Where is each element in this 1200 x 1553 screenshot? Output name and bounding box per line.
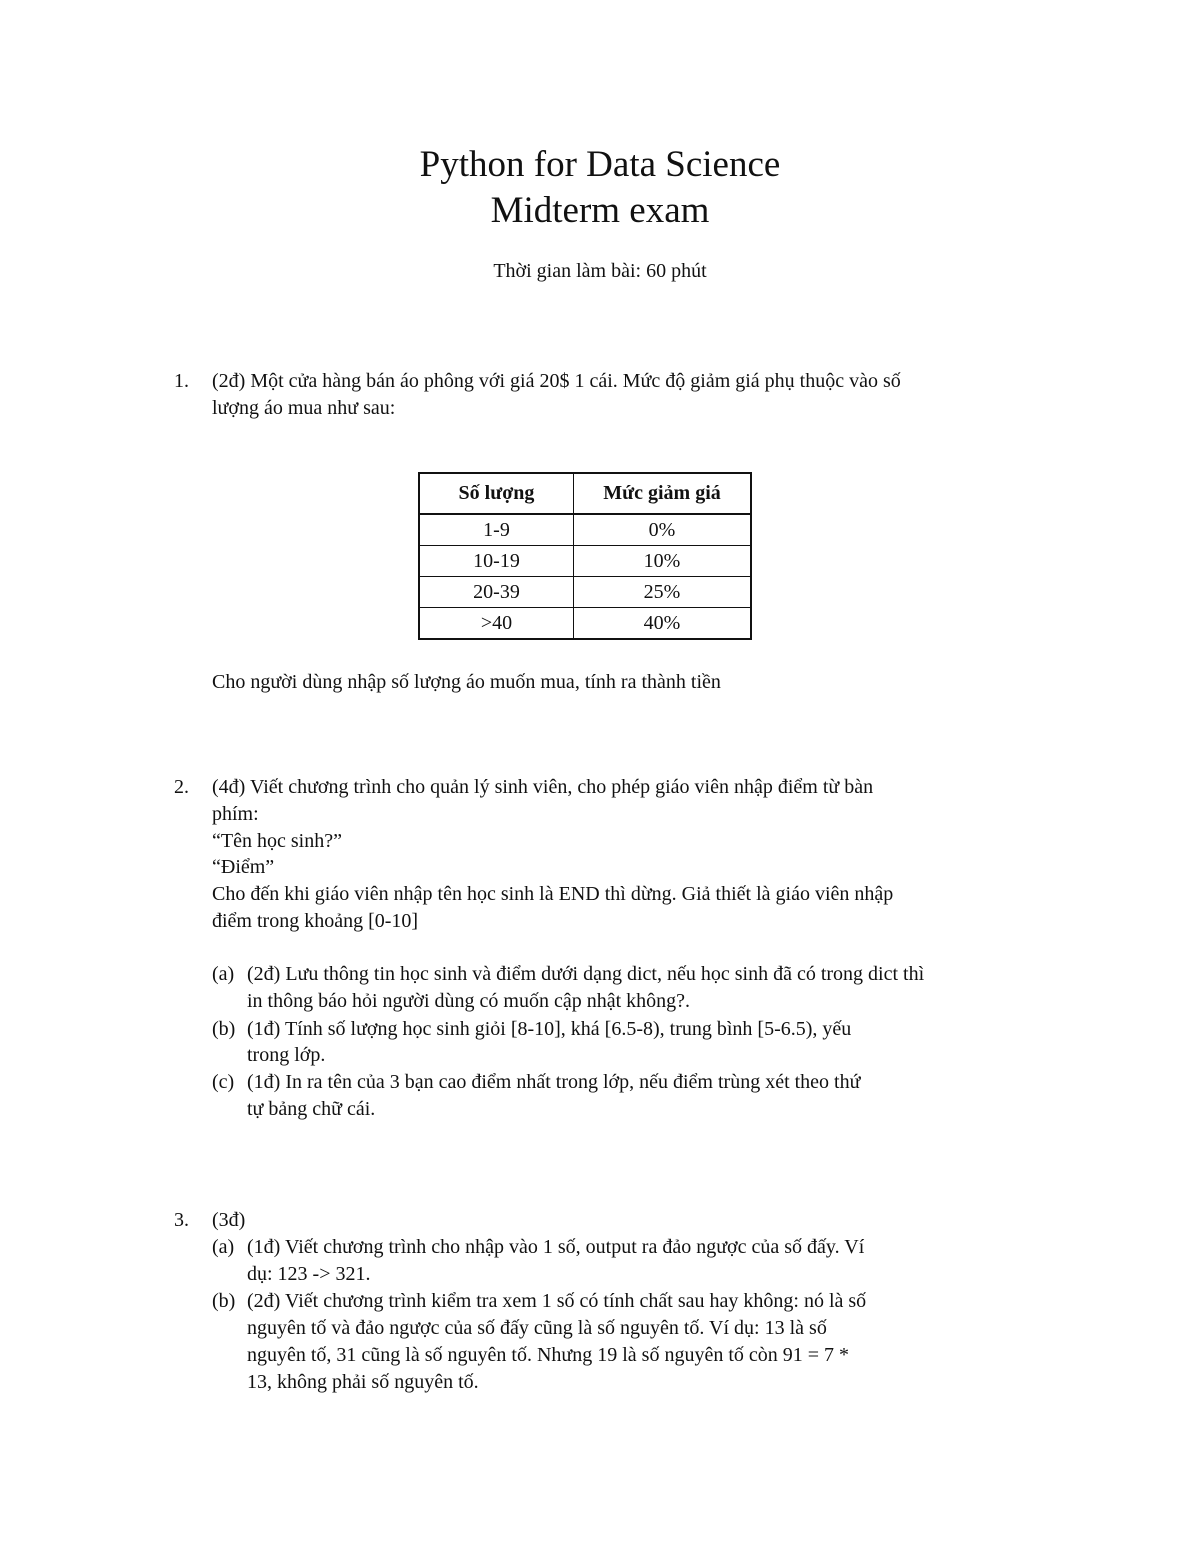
cell-discount: 40% <box>574 608 752 640</box>
q2-line: phím: <box>212 803 259 825</box>
table-row <box>419 546 751 577</box>
q2-line: điểm trong khoảng [0-10] <box>212 910 419 932</box>
q1-number: 1. <box>174 370 189 392</box>
course-title: Python for Data Science <box>419 144 781 185</box>
time-limit: Thời gian làm bài: 60 phút <box>493 260 707 282</box>
q2b-line: (1đ) Tính số lượng học sinh giỏi [8-10], khá [6.5-8), trung bình [5-6.5), yếu <box>247 1018 852 1040</box>
q2a-line: in thông báo hỏi người dùng có muốn cập nhật không?. <box>247 990 691 1012</box>
q3b-line: nguyên tố và đảo ngược của số đấy cũng là số nguyên tố. Ví dụ: 13 là số <box>247 1317 827 1339</box>
q1-line: (2đ) Một cửa hàng bán áo phông với giá 20$ 1 cái. Mức độ giảm giá phụ thuộc vào số <box>212 370 901 392</box>
discount-table <box>418 472 752 640</box>
cell-discount: 25% <box>574 577 752 608</box>
exam-title: Midterm exam <box>490 190 710 231</box>
q2-line: Cho đến khi giáo viên nhập tên học sinh là END thì dừng. Giả thiết là giáo viên nhập <box>212 883 894 905</box>
q2c-line: tự bảng chữ cái. <box>247 1098 376 1120</box>
cell-discount: 0% <box>574 514 752 546</box>
q3b-label: (b) <box>212 1290 236 1312</box>
q1-line: lượng áo mua như sau: <box>212 397 396 419</box>
q3-number: 3. <box>174 1209 189 1231</box>
q1-instruction: Cho người dùng nhập số lượng áo muốn mua, tính ra thành tiền <box>212 671 721 693</box>
q2-prompt-score: “Điểm” <box>212 856 275 878</box>
q3b-line: 13, không phải số nguyên tố. <box>247 1371 479 1393</box>
table-row <box>419 608 751 640</box>
q2-prompt-name: “Tên học sinh?” <box>212 830 342 852</box>
q3b-line: nguyên tố, 31 cũng là số nguyên tố. Nhưng 19 là số nguyên tố còn 91 = 7 * <box>247 1344 850 1366</box>
q3b-line: (2đ) Viết chương trình kiểm tra xem 1 số có tính chất sau hay không: nó là số <box>247 1290 867 1312</box>
table-header-row <box>419 473 751 514</box>
q2b-line: trong lớp. <box>247 1044 326 1066</box>
table-row <box>419 577 751 608</box>
q2c-line: (1đ) In ra tên của 3 bạn cao điểm nhất trong lớp, nếu điểm trùng xét theo thứ <box>247 1071 861 1093</box>
q2a-label: (a) <box>212 963 235 985</box>
cell-quantity: >40 <box>419 608 574 640</box>
header-discount: Mức giảm giá <box>574 473 752 514</box>
cell-quantity: 1-9 <box>419 514 574 546</box>
q2b-label: (b) <box>212 1018 236 1040</box>
q3a-line: (1đ) Viết chương trình cho nhập vào 1 số, output ra đảo ngược của số đấy. Ví <box>247 1236 865 1258</box>
q2-line: (4đ) Viết chương trình cho quản lý sinh viên, cho phép giáo viên nhập điểm từ bàn <box>212 776 874 798</box>
cell-discount: 10% <box>574 546 752 577</box>
table-row <box>419 514 751 546</box>
q3a-line: dụ: 123 -> 321. <box>247 1263 371 1285</box>
q2c-label: (c) <box>212 1071 235 1093</box>
cell-quantity: 20-39 <box>419 577 574 608</box>
q2-number: 2. <box>174 776 189 798</box>
header-quantity: Số lượng <box>419 473 574 514</box>
cell-quantity: 10-19 <box>419 546 574 577</box>
q2a-line: (2đ) Lưu thông tin học sinh và điểm dưới dạng dict, nếu học sinh đã có trong dict thì <box>247 963 925 985</box>
q3a-label: (a) <box>212 1236 235 1258</box>
q3-points: (3đ) <box>212 1209 246 1231</box>
